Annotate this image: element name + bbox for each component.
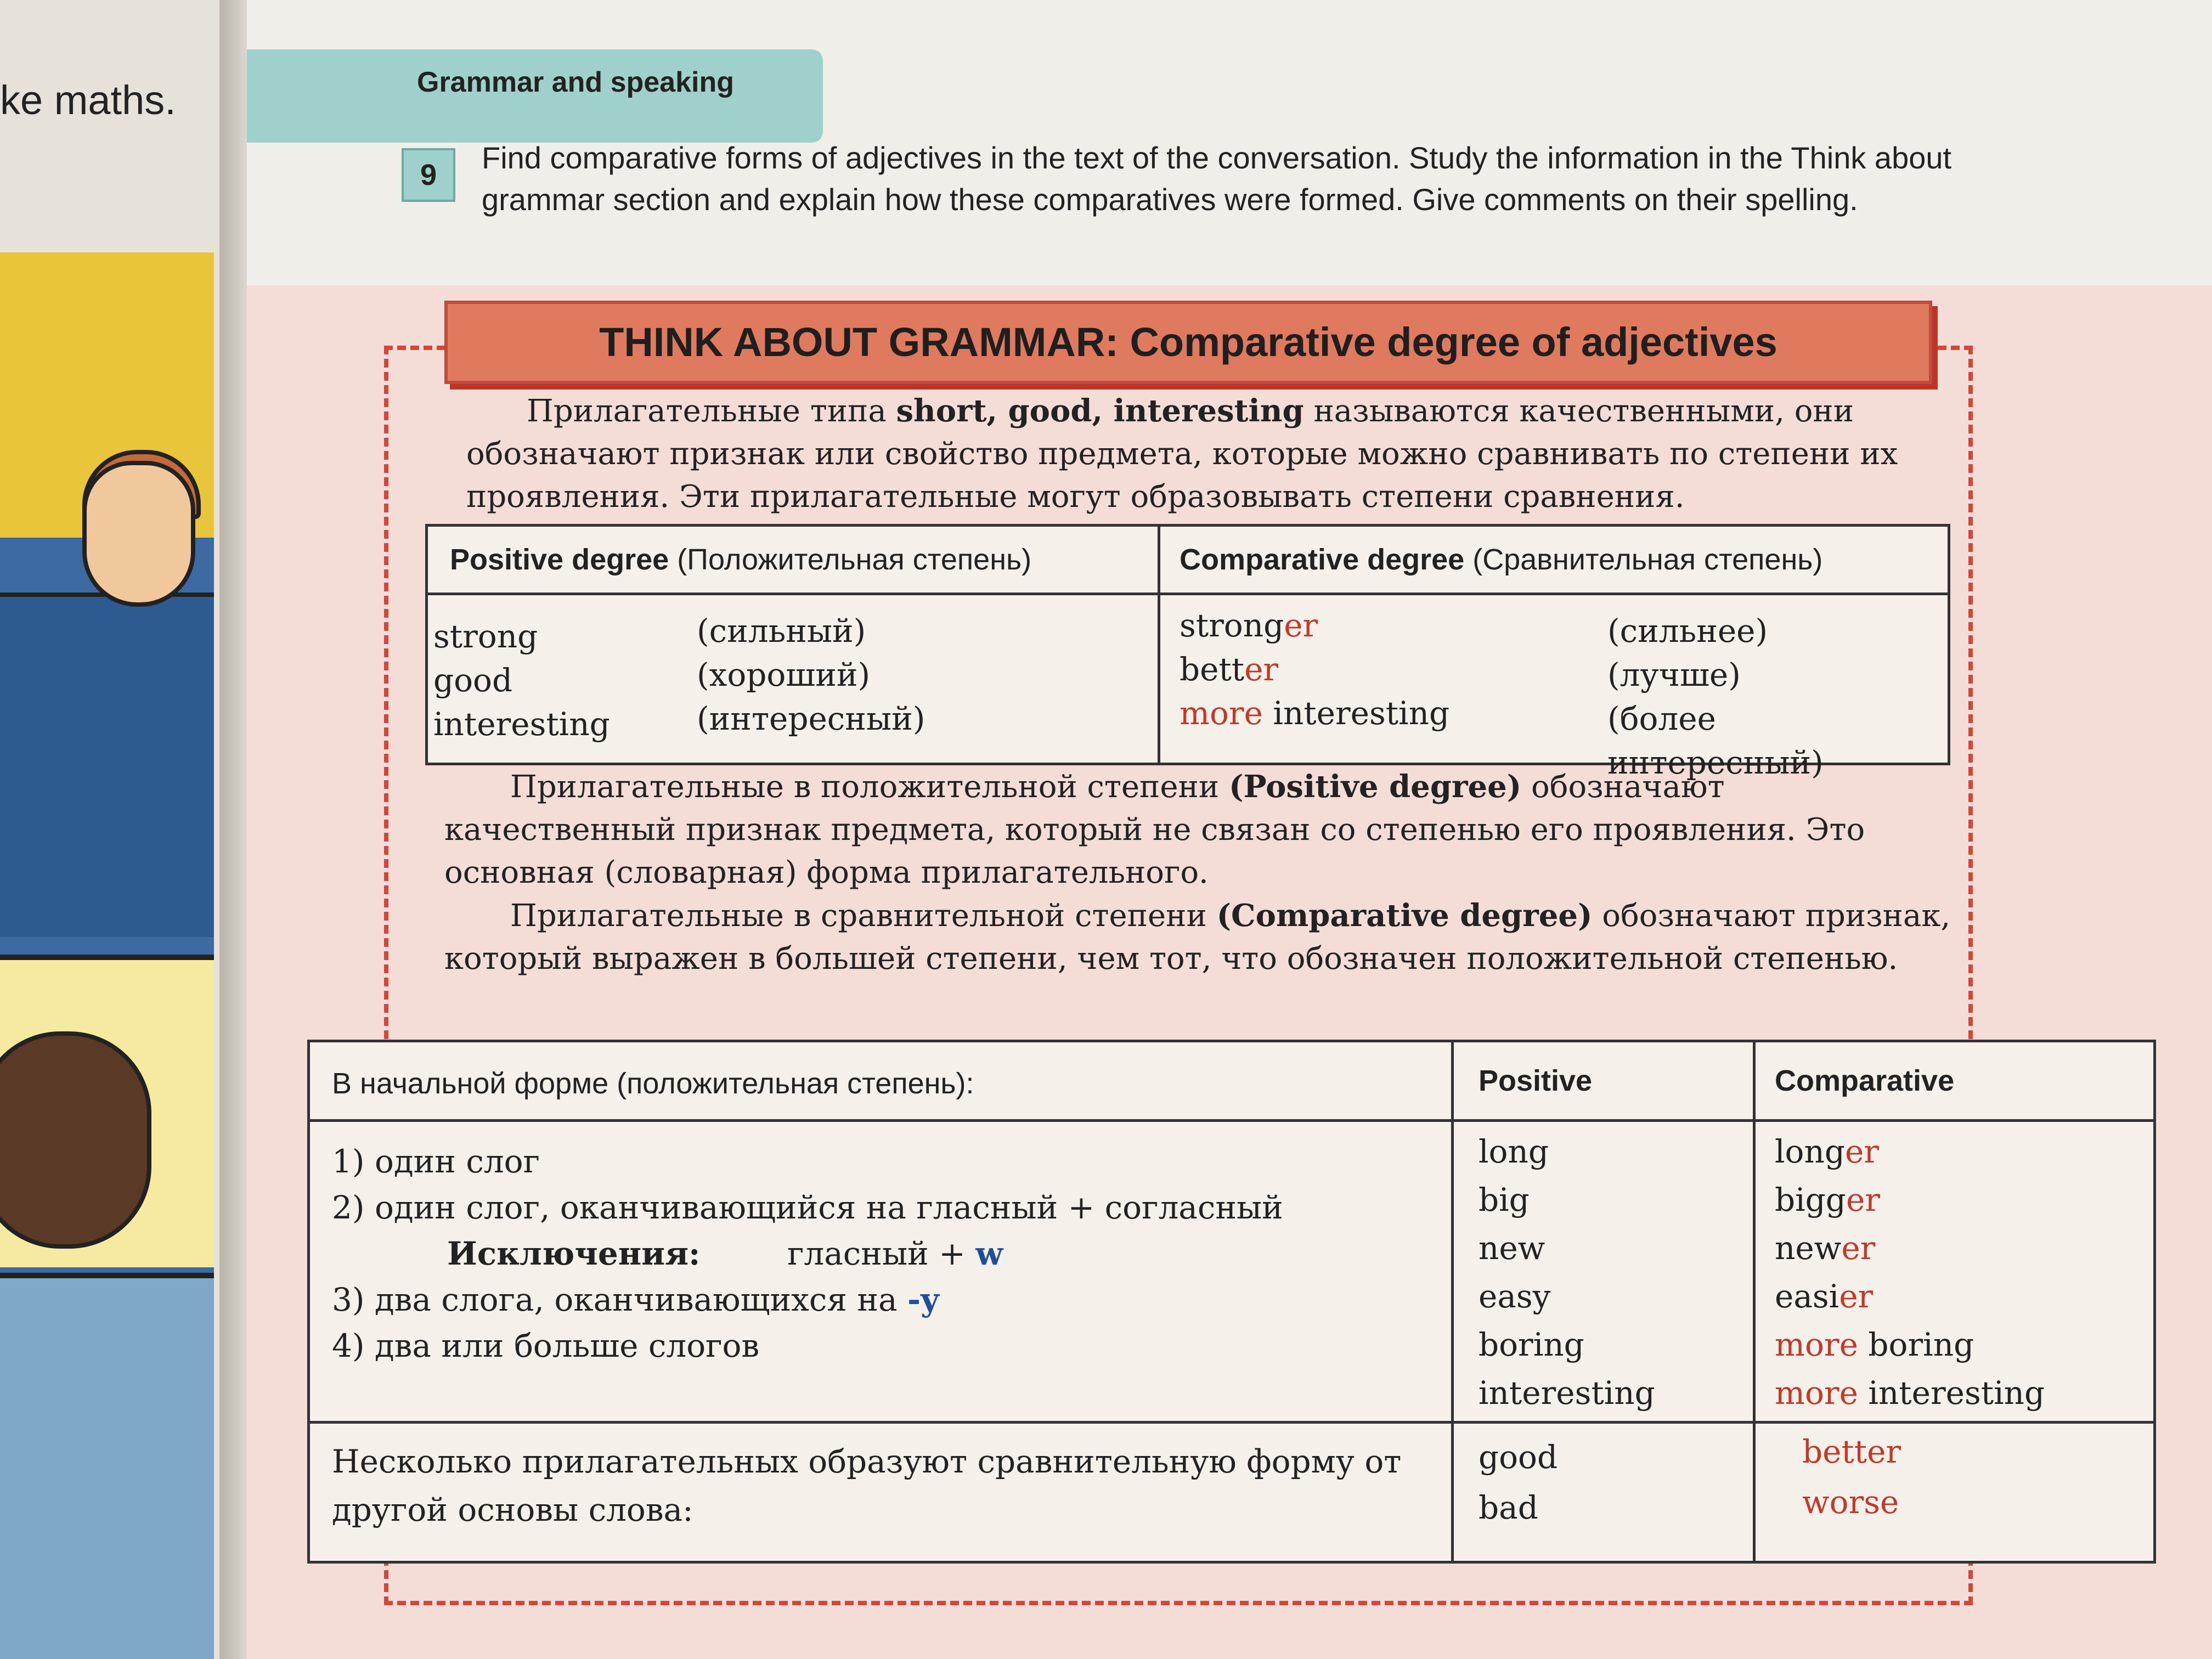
positive-word: good	[433, 662, 513, 699]
comparative-degree-paragraph: Прилагательные в сравнительной степени (Comparative degree) обозначают признак, который выражен в большей степени, чем тот, что обозначен положительной степенью.	[444, 898, 1951, 977]
positive-degree-paragraph: Прилагательные в положительной степени (Positive degree) обозначают качественный признак предмета, который не связан со степенью его проявления. Это основная (словарная) форма прилагательного.	[444, 769, 1865, 890]
comparative-word: more interesting	[1180, 695, 1450, 732]
rule-one-syllable: 1) один слог	[332, 1143, 540, 1180]
irregular-rule: Несколько прилагательных образуют сравнительную форму от другой основы слова:	[332, 1443, 1402, 1528]
rule-long-adjectives: 4) два или больше слогов	[332, 1327, 760, 1364]
positive-word: strong	[433, 618, 538, 655]
comparative-word: stronger	[1180, 607, 1318, 644]
comparative-word: better	[1180, 651, 1279, 688]
rule-two-syllable-y: 3) два слога, оканчивающихся на -y	[332, 1281, 939, 1318]
exercise-number: 9	[402, 148, 455, 202]
comic-illustration	[0, 252, 214, 1659]
degree-table: Positive degree (Положительная степень) Comparative degree (Сравнительная степень) strong good interesting (сильный) (хороший) (интересный) stronger better more interesting (сильнее) (лучше) (более интересный)	[425, 524, 1950, 765]
rule-consonant-doubling: 2) один слог, оканчивающийся на гласный + согласный	[332, 1189, 1283, 1226]
rule-exception: Исключения: гласный + w	[447, 1235, 1003, 1272]
grammar-box-title: THINK ABOUT GRAMMAR: Comparative degree of adjectives	[444, 301, 1932, 384]
formation-table: В начальной форме (положительная степень): Positive Comparative 1) один слог 2) один слог, оканчивающийся на гласный + согласный Исключения: гласный + w 3) два слога, оканчивающихся на -y 4) два или больше слогов long big new easy boring interesting longer bigger newer easier more boring more interesting Несколько прилагательных образуют сравнительную форму от другой основы слова: good bad better worse	[307, 1040, 2156, 1564]
section-label: Grammar and speaking	[417, 66, 734, 98]
positive-word: interesting	[433, 706, 610, 743]
left-page-text: ke maths.	[0, 77, 176, 123]
exercise-instruction: Find comparative forms of adjectives in the text of the conversation. Study the information in the Think about grammar section and explain how these comparatives were formed. Give comments on their spelling.	[482, 140, 1952, 217]
grammar-intro: Прилагательные типа short, good, interesting называются качественными, они обозначают признак или свойство предмета, которые можно сравнивать по степени их проявления. Эти прилагательные могут образовывать степени сравнения.	[466, 393, 1898, 515]
